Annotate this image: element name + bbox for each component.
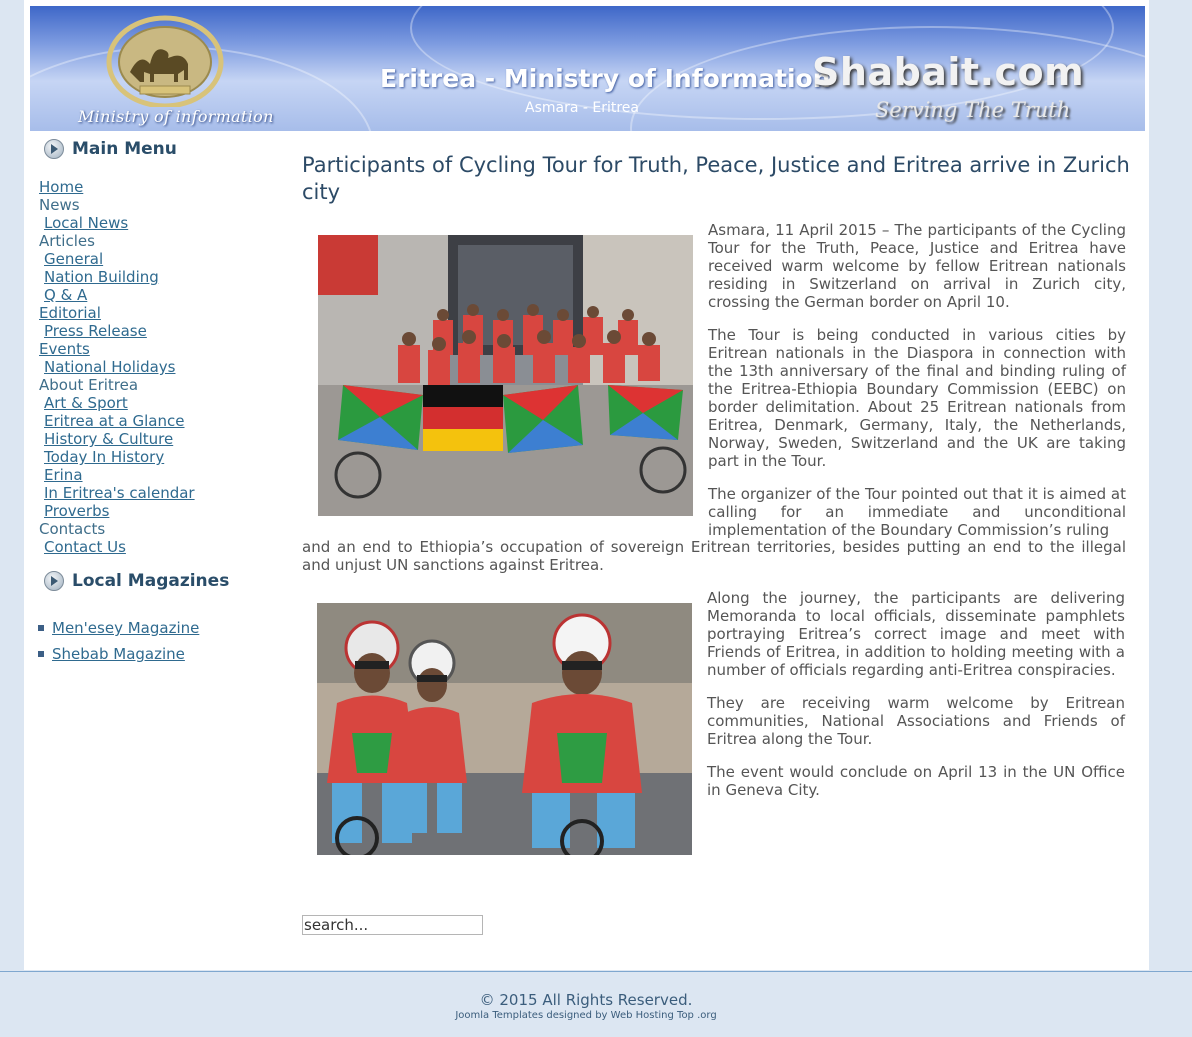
main-menu bbox=[39, 178, 195, 556]
menu-item bbox=[39, 196, 195, 214]
article-paragraph: The organizer of the Tour pointed out that it is aimed at calling for an immediate and unconditional implementation of the Boundary Commission’s ruling bbox=[708, 485, 1126, 539]
main-menu-title: Main Menu bbox=[44, 139, 177, 159]
local-magazines-title: Local Magazines bbox=[44, 571, 229, 591]
footer-divider bbox=[0, 971, 1192, 972]
magazine-link[interactable]: Men'esey Magazine bbox=[52, 619, 200, 637]
menu-link[interactable]: Nation Building bbox=[44, 268, 159, 286]
magazine-item[interactable] bbox=[38, 641, 199, 667]
menu-item[interactable] bbox=[39, 484, 195, 502]
menu-item[interactable] bbox=[39, 538, 195, 556]
menu-link[interactable]: Q & A bbox=[44, 286, 88, 304]
menu-link[interactable]: Proverbs bbox=[44, 502, 110, 520]
article-paragraph: Asmara, 11 April 2015 – The participants of the Cycling Tour for the Truth, Peace, Justice and Eritrea have received warm welcome by fellow Eritrean nationals residing in Switzerland on arrival in Zurich city, crossing the German border on April 10. bbox=[708, 221, 1126, 311]
site-subtitle: Asmara - Eritrea bbox=[525, 100, 639, 116]
header-banner bbox=[30, 6, 1145, 131]
article-paragraph: and an end to Ethiopia’s occupation of sovereign Eritrean territories, besides putting an end to the illegal and unjust UN sanctions against Eritrea. bbox=[302, 538, 1126, 574]
article-paragraph: The event would conclude on April 13 in the UN Office in Geneva City. bbox=[707, 763, 1125, 799]
article-paragraph: Along the journey, the participants are delivering Memoranda to local officials, disseminate pamphlets portraying Eritrea’s correct image and meet with Friends of Eritrea, in addition to holding meeting with a number of officials regarding anti-Eritrea conspiracies. bbox=[707, 589, 1125, 679]
menu-item bbox=[39, 232, 195, 250]
menu-link[interactable]: Events bbox=[39, 340, 90, 358]
menu-section-label: Contacts bbox=[39, 520, 106, 538]
menu-link[interactable]: Eritrea at a Glance bbox=[44, 412, 185, 430]
menu-item[interactable] bbox=[39, 340, 195, 358]
brand-tagline: Serving The Truth bbox=[875, 98, 1071, 122]
page-container bbox=[24, 0, 1149, 970]
eritrea-emblem-icon bbox=[100, 12, 230, 107]
menu-item bbox=[39, 520, 195, 538]
menu-link[interactable]: Contact Us bbox=[44, 538, 126, 556]
menu-item[interactable] bbox=[39, 322, 195, 340]
footer-copyright: © 2015 All Rights Reserved. bbox=[479, 991, 693, 1009]
arrow-circle-icon bbox=[44, 571, 64, 591]
footer-credit-link[interactable]: Joomla Templates designed by Web Hosting Top .org bbox=[455, 1010, 717, 1021]
menu-section-label: About Eritrea bbox=[39, 376, 139, 394]
ministry-tagline: Ministry of information bbox=[78, 107, 274, 126]
square-bullet-icon bbox=[38, 625, 44, 631]
magazines-list bbox=[38, 615, 199, 667]
menu-item[interactable] bbox=[39, 358, 195, 376]
menu-link[interactable]: Today In History bbox=[44, 448, 165, 466]
article-paragraph: The Tour is being conducted in various cities by Eritrean nationals in the Diaspora in connection with the 13th anniversary of the final and binding ruling of the Eritrea-Ethiopia Boundary Commission (EEBC) on border delimitation. About 25 Eritrean nationals from Eritrea, Denmark, Germany, Italy, the Netherlands, Norway, Sweden, Switzerland and the UK are taking part in the Tour. bbox=[708, 326, 1126, 470]
menu-item[interactable] bbox=[39, 250, 195, 268]
cyclists-photo-image bbox=[317, 603, 692, 855]
brand-logo-text: Shabait.com bbox=[812, 50, 1085, 94]
menu-item bbox=[39, 376, 195, 394]
menu-item[interactable] bbox=[39, 466, 195, 484]
menu-link[interactable]: In Eritrea's calendar bbox=[44, 484, 195, 502]
site-title: Eritrea - Ministry of Information bbox=[380, 64, 831, 93]
menu-section-label: Articles bbox=[39, 232, 95, 250]
menu-section-label: News bbox=[39, 196, 80, 214]
menu-item[interactable] bbox=[39, 286, 195, 304]
menu-item[interactable] bbox=[39, 448, 195, 466]
menu-link[interactable]: Home bbox=[39, 178, 84, 196]
menu-link[interactable]: Art & Sport bbox=[44, 394, 128, 412]
magazine-link[interactable]: Shebab Magazine bbox=[52, 645, 185, 663]
group-photo-image bbox=[318, 235, 693, 516]
menu-item[interactable] bbox=[39, 412, 195, 430]
menu-link[interactable]: Editorial bbox=[39, 304, 101, 322]
menu-item[interactable] bbox=[39, 502, 195, 520]
menu-item[interactable] bbox=[39, 214, 195, 232]
search-input[interactable] bbox=[302, 915, 483, 935]
arrow-circle-icon bbox=[44, 139, 64, 159]
menu-item[interactable] bbox=[39, 394, 195, 412]
menu-link[interactable]: General bbox=[44, 250, 104, 268]
menu-item[interactable] bbox=[39, 178, 195, 196]
magazine-item[interactable] bbox=[38, 615, 199, 641]
article-paragraph: They are receiving warm welcome by Eritrean communities, National Associations and Friends of Eritrea along the Tour. bbox=[707, 694, 1125, 748]
square-bullet-icon bbox=[38, 651, 44, 657]
article-title: Participants of Cycling Tour for Truth, Peace, Justice and Eritrea arrive in Zurich city bbox=[302, 153, 1130, 204]
menu-link[interactable]: History & Culture bbox=[44, 430, 174, 448]
menu-link[interactable]: Local News bbox=[44, 214, 129, 232]
menu-link[interactable]: Press Release bbox=[44, 322, 147, 340]
menu-link[interactable]: National Holidays bbox=[44, 358, 176, 376]
menu-item[interactable] bbox=[39, 430, 195, 448]
menu-item[interactable] bbox=[39, 304, 195, 322]
menu-link[interactable]: Erina bbox=[44, 466, 83, 484]
menu-item[interactable] bbox=[39, 268, 195, 286]
